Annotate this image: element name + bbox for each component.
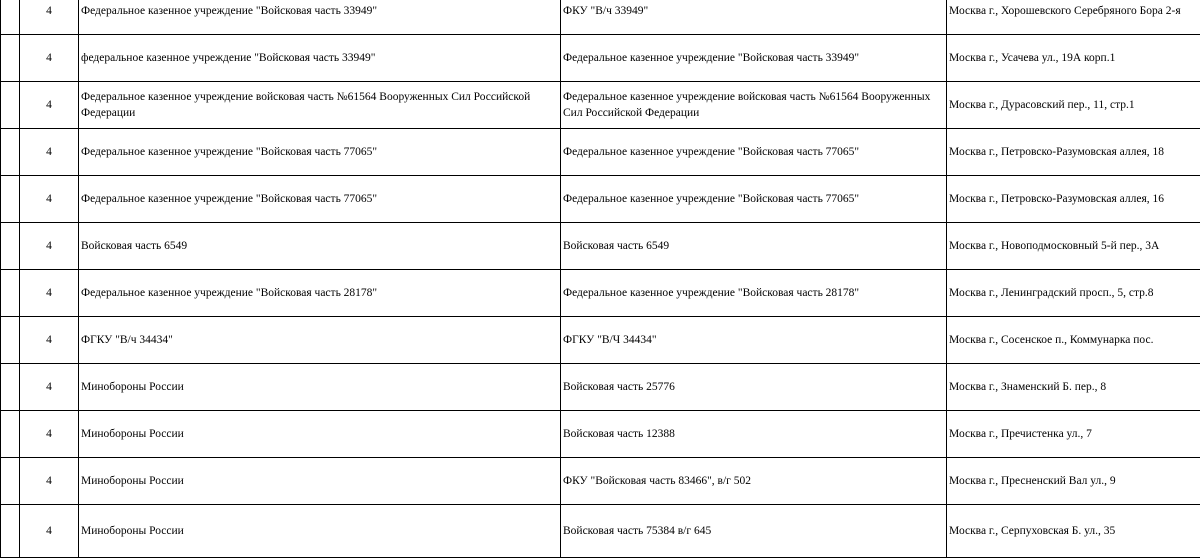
short-name-cell: Войсковая часть 25776 xyxy=(561,364,947,411)
organization-cell: Федеральное казенное учреждение "Войсковая часть 77065" xyxy=(79,176,561,223)
table-body xyxy=(1,0,1200,558)
table-row xyxy=(1,270,1200,317)
row-number-cell: 4 xyxy=(20,317,79,364)
row-edge-cell xyxy=(1,176,20,223)
row-number-cell: 4 xyxy=(20,223,79,270)
organization-cell: федеральное казенное учреждение "Войсковая часть 33949" xyxy=(79,35,561,82)
table-row xyxy=(1,505,1200,558)
row-edge-cell xyxy=(1,129,20,176)
table-row xyxy=(1,411,1200,458)
organization-cell: Минобороны России xyxy=(79,411,561,458)
table-row xyxy=(1,82,1200,129)
table-row xyxy=(1,129,1200,176)
organization-cell: Минобороны России xyxy=(79,458,561,505)
short-name-cell: Федеральное казенное учреждение "Войсковая часть 28178" xyxy=(561,270,947,317)
row-edge-cell xyxy=(1,0,20,35)
row-number-cell: 4 xyxy=(20,458,79,505)
address-cell: Москва г., Новоподмосковный 5-й пер., 3А xyxy=(947,223,1200,270)
row-number-cell: 4 xyxy=(20,35,79,82)
short-name-cell: Войсковая часть 6549 xyxy=(561,223,947,270)
address-cell: Москва г., Петровско-Разумовская аллея, 18 xyxy=(947,129,1200,176)
row-edge-cell xyxy=(1,223,20,270)
short-name-cell: Федеральное казенное учреждение войсковая часть №61564 Вооруженных Сил Российской Федерации xyxy=(561,82,947,129)
table-row xyxy=(1,35,1200,82)
row-edge-cell xyxy=(1,317,20,364)
row-number-cell: 4 xyxy=(20,270,79,317)
table-row xyxy=(1,364,1200,411)
row-edge-cell xyxy=(1,411,20,458)
short-name-cell: ФКУ "В/ч 33949" xyxy=(561,0,947,35)
row-edge-cell xyxy=(1,82,20,129)
row-number-cell: 4 xyxy=(20,82,79,129)
table-row xyxy=(1,223,1200,270)
organization-cell: Войсковая часть 6549 xyxy=(79,223,561,270)
short-name-cell: Федеральное казенное учреждение "Войсковая часть 77065" xyxy=(561,176,947,223)
table-row xyxy=(1,0,1200,35)
address-cell: Москва г., Пречистенка ул., 7 xyxy=(947,411,1200,458)
table-row xyxy=(1,317,1200,364)
short-name-cell: Войсковая часть 75384 в/г 645 xyxy=(561,505,947,558)
address-cell: Москва г., Знаменский Б. пер., 8 xyxy=(947,364,1200,411)
address-cell: Москва г., Дурасовский пер., 11, стр.1 xyxy=(947,82,1200,129)
row-number-cell: 4 xyxy=(20,129,79,176)
short-name-cell: ФГКУ "В/Ч 34434" xyxy=(561,317,947,364)
organization-cell: Минобороны России xyxy=(79,364,561,411)
row-number-cell: 4 xyxy=(20,176,79,223)
organization-cell: Федеральное казенное учреждение "Войсковая часть 77065" xyxy=(79,129,561,176)
row-edge-cell xyxy=(1,505,20,558)
organization-cell: Федеральное казенное учреждение "Войсковая часть 33949" xyxy=(79,0,561,35)
row-number-cell: 4 xyxy=(20,0,79,35)
address-cell: Москва г., Петровско-Разумовская аллея, 16 xyxy=(947,176,1200,223)
address-cell: Москва г., Пресненский Вал ул., 9 xyxy=(947,458,1200,505)
short-name-cell: Федеральное казенное учреждение "Войсковая часть 33949" xyxy=(561,35,947,82)
row-edge-cell xyxy=(1,35,20,82)
organization-cell: ФГКУ "В/ч 34434" xyxy=(79,317,561,364)
organization-cell: Минобороны России xyxy=(79,505,561,558)
short-name-cell: Федеральное казенное учреждение "Войсковая часть 77065" xyxy=(561,129,947,176)
row-number-cell: 4 xyxy=(20,411,79,458)
organization-cell: Федеральное казенное учреждение "Войсковая часть 28178" xyxy=(79,270,561,317)
address-cell: Москва г., Сосенское п., Коммунарка пос. xyxy=(947,317,1200,364)
row-number-cell: 4 xyxy=(20,364,79,411)
short-name-cell: ФКУ "Войсковая часть 83466", в/г 502 xyxy=(561,458,947,505)
row-edge-cell xyxy=(1,270,20,317)
table-row xyxy=(1,458,1200,505)
address-cell: Москва г., Усачева ул., 19А корп.1 xyxy=(947,35,1200,82)
address-cell: Москва г., Хорошевского Серебряного Бора 2-я xyxy=(947,0,1200,35)
row-edge-cell xyxy=(1,458,20,505)
address-cell: Москва г., Серпуховская Б. ул., 35 xyxy=(947,505,1200,558)
address-cell: Москва г., Ленинградский просп., 5, стр.8 xyxy=(947,270,1200,317)
row-number-cell: 4 xyxy=(20,505,79,558)
row-edge-cell xyxy=(1,364,20,411)
short-name-cell: Войсковая часть 12388 xyxy=(561,411,947,458)
organization-cell: Федеральное казенное учреждение войсковая часть №61564 Вооруженных Сил Российской Федерации xyxy=(79,82,561,129)
table-row xyxy=(1,176,1200,223)
